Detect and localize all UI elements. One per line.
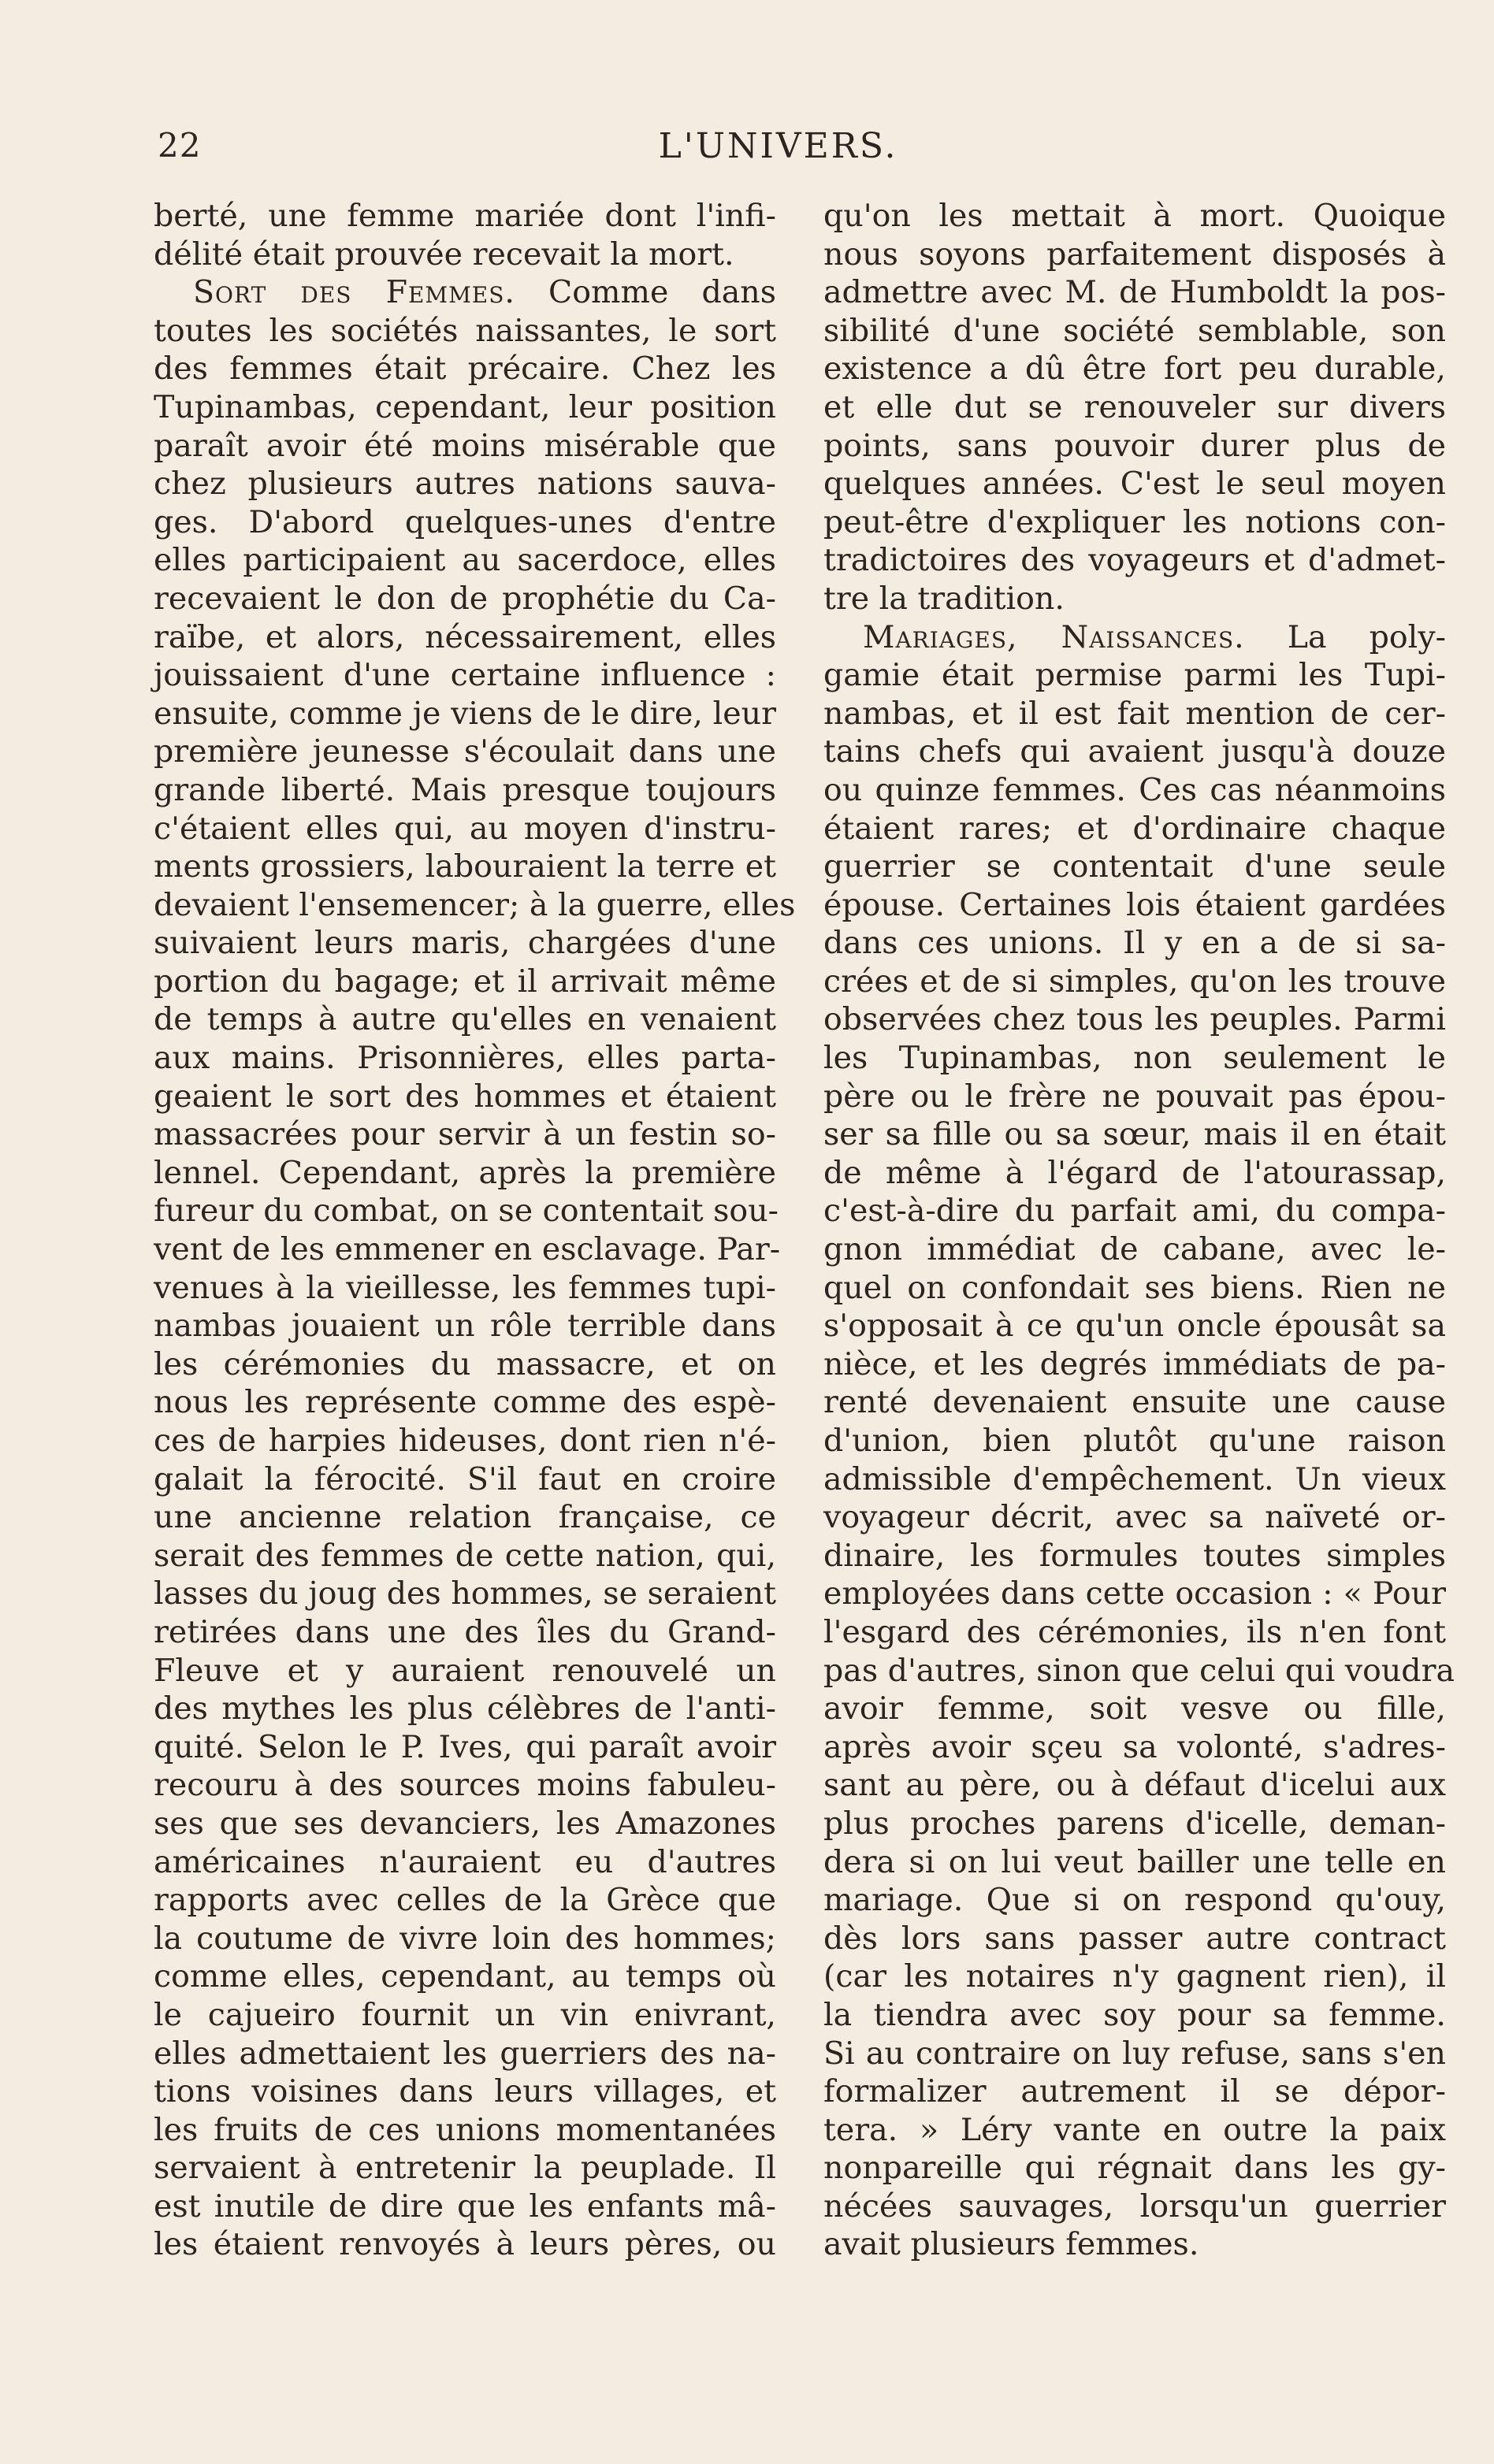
text-line [823,1230,1446,1269]
text-line [823,465,1446,503]
text-line [823,1498,1446,1537]
text-line [154,2188,776,2226]
line-text: sant au père, ou à défaut d'icelui aux [823,1767,1446,1804]
text-line [154,2111,776,2150]
text-line [823,350,1446,388]
text-line [154,1230,781,1269]
line-text: dinaire, les formules toutes simples [823,1537,1446,1574]
line-text: nièce, et les degrés immédiats de pa- [823,1345,1446,1382]
line-text: berté, une femme mariée dont l'infi- [154,198,776,234]
text-line [154,465,776,503]
text-line [154,1460,776,1499]
line-text: première jeunesse s'écoulait dans une [154,733,776,770]
text-line [823,963,1446,1001]
line-text: tre la tradition. [823,580,1065,617]
line-text: après avoir sçeu sa volonté, s'adres- [823,1728,1446,1765]
text-line [154,2225,776,2264]
text-line [823,197,1446,236]
text-line [154,1498,776,1537]
line-text: des mythes les plus célèbres de l'anti- [154,1690,776,1727]
text-line [154,1078,776,1116]
line-text: les étaient renvoyés à leurs pères, ou [154,2226,776,2263]
line-text: ments grossiers, labouraient la terre et [154,848,776,885]
text-line [823,1957,1446,1996]
line-text: est inutile de dire que les enfants mâ- [154,2188,776,2225]
text-line [154,1192,779,1230]
text-line [823,2073,1446,2111]
line-text: servaient à entretenir la peuplade. Il [154,2150,776,2187]
line-text: La poly- [1244,618,1446,655]
line-text: nécées sauvages, lorsqu'un guerrier [823,2188,1446,2225]
text-line [154,618,776,657]
line-text: Fleuve et y auraient renouvelé un [154,1652,776,1689]
text-line [154,1039,776,1078]
line-text: la coutume de vivre loin des hommes; [154,1920,776,1957]
text-line [823,848,1446,886]
line-text: l'esgard des cérémonies, ils n'en font [823,1613,1446,1650]
text-line [823,771,1446,810]
text-line [823,503,1446,542]
text-line [154,541,776,580]
line-text: le cajueiro fournit un vin enivrant, [154,1996,776,2033]
line-text: retirées dans une des îles du Grand- [154,1613,776,1650]
line-text: elles admettaient les guerriers des na- [154,2035,776,2072]
text-line [154,963,776,1001]
text-line [823,388,1446,427]
line-text: fureur du combat, on se contentait sou- [154,1193,779,1230]
line-text: délité était prouvée recevait la mort. [154,236,734,273]
line-text: s'opposait à ce qu'un oncle épousât sa [823,1308,1446,1345]
line-text: des femmes était précaire. Chez les [154,351,776,388]
text-line [154,350,776,388]
text-line [823,2035,1446,2073]
line-text: sibilité d'une société semblable, son [823,312,1446,349]
line-text: tains chefs qui avaient jusqu'à douze [823,733,1446,770]
text-line [823,924,1446,963]
text-line [154,273,776,312]
line-text: recevaient le don de prophétie du Ca- [154,580,776,617]
text-line [823,618,1446,657]
line-text: ces de harpies hideuses, dont rien n'é- [154,1423,776,1459]
line-text: mariage. Que si on respond qu'ouy, [823,1882,1446,1919]
line-text: massacrées pour servir à un festin so- [154,1116,776,1153]
text-line [823,1000,1446,1039]
line-text: ses que ses devanciers, les Amazones [154,1805,776,1842]
line-text: observées chez tous les peuples. Parmi [823,1001,1446,1038]
text-line [154,1652,776,1690]
text-line [154,771,776,810]
text-line [823,1537,1446,1575]
line-text: qu'on les mettait à mort. Quoique [823,198,1446,234]
line-text: tions voisines dans leurs villages, et [154,2073,776,2110]
text-line [823,1460,1446,1499]
line-text: les fruits de ces unions momentanées [154,2111,776,2148]
text-column-left [154,197,796,2264]
text-line [154,427,776,466]
text-line [154,1920,776,1958]
line-text: admissible d'empêchement. Un vieux [823,1460,1446,1497]
line-text: les Tupinambas, non seulement le [823,1040,1446,1077]
line-text: rapports avec celles de la Grèce que [154,1882,776,1919]
text-line [154,1269,776,1308]
text-line [154,810,776,848]
text-line [823,1115,1446,1154]
line-text: devaient l'ensemencer; à la guerre, elles [154,886,796,923]
text-line [823,541,1446,580]
line-text: ges. D'abord quelques-unes d'entre [154,503,776,540]
line-text: de temps à autre qu'elles en venaient [154,1001,776,1038]
line-text: pas d'autres, sinon que celui qui voudra [823,1652,1455,1689]
text-line [823,1690,1446,1728]
text-line [154,1957,776,1996]
text-line [823,1652,1455,1690]
line-text: renté devenaient ensuite une cause [823,1384,1446,1421]
line-text: épouse. Certaines lois étaient gardées [823,886,1446,923]
text-line [823,1613,1446,1652]
line-text: formalizer autrement il se dépor- [823,2073,1446,2110]
text-line [154,580,776,618]
line-text: père ou le frère ne pouvait pas épou- [823,1078,1446,1115]
line-text: ou quinze femmes. Ces cas néanmoins [823,771,1446,808]
line-text: aux mains. Prisonnières, elles parta- [154,1040,776,1077]
text-line [154,197,776,236]
text-line [823,886,1446,925]
line-text: d'union, bien plutôt qu'une raison [823,1423,1446,1459]
text-line [154,1996,776,2035]
text-line [154,1345,776,1384]
line-text: peut-être d'expliquer les notions con- [823,503,1446,540]
text-line [823,1996,1446,2035]
line-text: les cérémonies du massacre, et on [154,1345,776,1382]
text-line [823,1728,1446,1767]
text-line [154,1805,776,1843]
line-text: employées dans cette occasion : « Pour [823,1575,1446,1612]
section-heading: Mariages, Naissances. [863,618,1245,655]
page-header [158,126,1399,173]
line-text: Comme dans [515,274,776,311]
line-text: existence a dû être fort peu durable, [823,351,1446,388]
text-line [823,1345,1446,1384]
text-line [154,2073,776,2111]
text-line [154,1613,776,1652]
text-line [154,1422,776,1460]
line-text: chez plusieurs autres nations sauva- [154,466,776,503]
line-text: américaines n'auraient eu d'autres [154,1843,776,1880]
text-line [154,503,776,542]
line-text: ensuite, comme je viens de le dire, leur [154,695,776,732]
text-line [154,2149,776,2188]
line-text: guerrier se contentait d'une seule [823,848,1446,885]
line-text: comme elles, cependant, au temps où [154,1958,776,1995]
text-line [823,1805,1446,1843]
line-text: tera. » Léry vante en outre la paix [823,2111,1446,2148]
text-line [154,695,776,733]
text-line [823,2188,1446,2226]
section-heading: Sort des Femmes. [193,274,515,311]
text-line [154,312,776,351]
line-text: grande liberté. Mais presque toujours [154,771,776,808]
line-text: toutes les sociétés naissantes, le sort [154,312,776,349]
line-text: quité. Selon le P. Ives, qui paraît avoir [154,1728,776,1765]
page-number: 22 [158,126,202,165]
text-line [823,1154,1446,1193]
text-line [823,2111,1446,2150]
text-line [154,1154,776,1193]
text-line [823,2149,1446,2188]
text-line [154,1881,776,1920]
line-text: serait des femmes de cette nation, qui, [154,1537,776,1574]
line-text: elles participaient au sacerdoce, elles [154,542,776,579]
text-line [154,848,776,886]
line-text: nonpareille qui régnait dans les gy- [823,2150,1446,2187]
line-text: gnon immédiat de cabane, avec le- [823,1231,1446,1268]
text-line [823,1843,1446,1882]
text-line [823,733,1446,771]
line-text: vent de les emmener en esclavage. Par- [154,1231,781,1268]
line-text: (car les notaires n'y gagnent rien), il [823,1958,1446,1995]
text-line [823,1192,1446,1230]
text-line [823,1766,1446,1805]
line-text: c'étaient elles qui, au moyen d'instru- [154,810,776,847]
line-text: nambas jouaient un rôle terrible dans [154,1308,776,1345]
line-text: la tiendra avec soy pour sa femme. [823,1996,1446,2033]
line-text: recouru à des sources moins fabuleu- [154,1767,776,1804]
line-text: plus proches parens d'icelle, deman- [823,1805,1446,1842]
line-text: Tupinambas, cependant, leur position [154,388,776,425]
line-text: admettre avec M. de Humboldt la pos- [823,274,1446,311]
text-line [154,1766,776,1805]
line-text: Si au contraire on luy refuse, sans s'en [823,2035,1446,2072]
text-line [154,1728,776,1767]
line-text: gamie était permise parmi les Tupi- [823,657,1446,694]
text-line [823,1575,1446,1613]
line-text: étaient rares; et d'ordinaire chaque [823,810,1446,847]
text-line [154,924,776,963]
text-line [154,1307,776,1345]
line-text: dans ces unions. Il y en a de si sa- [823,925,1446,962]
line-text: points, sans pouvoir durer plus de [823,427,1446,464]
line-text: de même à l'égard de l'atourassap, [823,1154,1446,1191]
text-line [823,1422,1446,1460]
line-text: suivaient leurs maris, chargées d'une [154,925,776,962]
text-line [823,1078,1446,1116]
text-line [154,1383,776,1422]
text-line [823,273,1446,312]
text-line [823,580,1446,618]
text-line [823,2225,1446,2264]
line-text: nambas, et il est fait mention de cer- [823,695,1446,732]
text-line [154,1000,776,1039]
line-text: nous soyons parfaitement disposés à [823,236,1446,273]
text-line [154,236,776,274]
text-line [154,1115,776,1154]
line-text: geaient le sort des hommes et étaient [154,1078,776,1115]
text-line [154,1843,776,1882]
line-text: portion du bagage; et il arrivait même [154,963,776,1000]
line-text: lennel. Cependant, après la première [154,1154,776,1191]
line-text: crées et de si simples, qu'on les trouve [823,963,1446,1000]
line-text: avoir femme, soit vesve ou fille, [823,1690,1446,1727]
line-text: galait la férocité. S'il faut en croire [154,1460,776,1497]
line-text: et elle dut se renouveler sur divers [823,388,1446,425]
line-text: c'est-à-dire du parfait ami, du compa- [823,1193,1446,1230]
text-line [823,1881,1446,1920]
text-line [154,656,776,695]
line-text: quelques années. C'est le seul moyen [823,466,1446,503]
text-line [823,1307,1446,1345]
line-text: jouissaient d'une certaine influence : [154,657,776,694]
text-line [154,2035,776,2073]
line-text: dera si on lui veut bailler une telle en [823,1843,1446,1880]
text-line [823,810,1446,848]
text-line [154,1575,776,1613]
text-line [154,388,776,427]
line-text: ser sa fille ou sa sœur, mais il en était [823,1116,1446,1153]
running-title: L'UNIVERS. [658,126,898,166]
line-text: paraît avoir été moins misérable que [154,427,776,464]
line-text: voyageur décrit, avec sa naïveté or- [823,1499,1446,1536]
text-line [823,695,1446,733]
text-line [823,1269,1446,1308]
text-line [154,1690,776,1728]
line-text: dès lors sans passer autre contract [823,1920,1446,1957]
text-line [154,886,796,925]
line-text: tradictoires des voyageurs et d'admet- [823,542,1446,579]
text-line [823,427,1446,466]
text-line [823,656,1446,695]
text-column-right [823,197,1455,2264]
text-line [823,236,1446,274]
line-text: venues à la vieillesse, les femmes tupi- [154,1269,776,1306]
text-line [823,1039,1446,1078]
line-text: quel on confondait ses biens. Rien ne [823,1269,1446,1306]
text-line [823,1920,1446,1958]
line-text: raïbe, et alors, nécessairement, elles [154,618,776,655]
text-line [823,312,1446,351]
line-text: avait plusieurs femmes. [823,2226,1199,2263]
text-line [154,1537,776,1575]
line-text: nous les représente comme des espè- [154,1384,776,1421]
line-text: une ancienne relation française, ce [154,1499,776,1536]
text-line [823,1383,1446,1422]
text-line [154,733,776,771]
line-text: lasses du joug des hommes, se seraient [154,1575,776,1612]
